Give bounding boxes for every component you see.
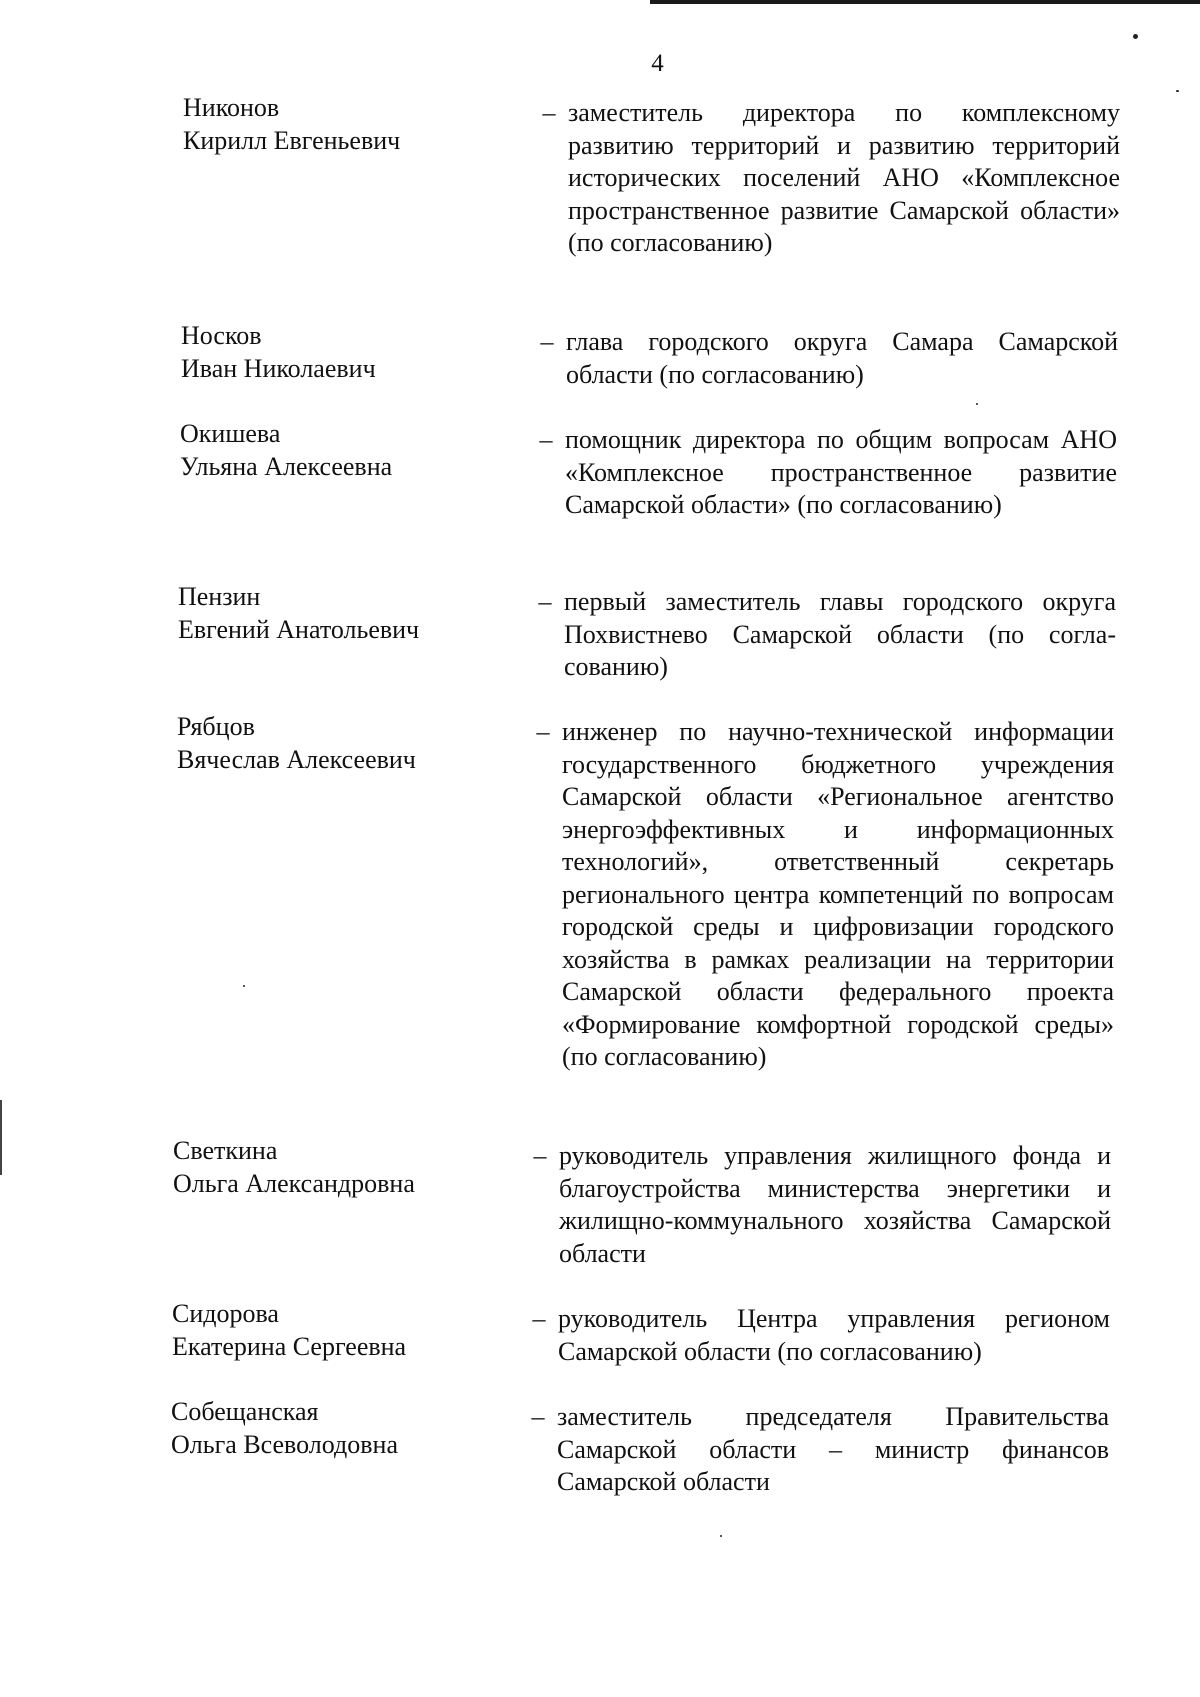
- scan-speck: [976, 403, 978, 405]
- scan-speck: [243, 985, 245, 987]
- member-surname: Собещанская: [171, 1397, 319, 1426]
- member-role: заместитель директора по комплексному развитию территорий и развитию территорий исторических поселений АНО «Комплексное пространственное развитие Самарской области» (по согласованию): [568, 98, 1120, 257]
- member-name: [173, 1135, 533, 1200]
- member-role: первый заместитель главы городского округа Похвистнево Самарской области (по согласованию): [564, 587, 1116, 681]
- member-name: [171, 1396, 531, 1461]
- member-name: [172, 1298, 532, 1363]
- list-dash: –: [538, 587, 552, 616]
- member-surname: Светкина: [173, 1136, 278, 1165]
- member-name: [178, 581, 538, 646]
- list-dash: –: [536, 717, 550, 746]
- member-given-names: Евгений Анатольевич: [178, 614, 420, 644]
- list-dash: –: [540, 327, 554, 356]
- list-dash: –: [532, 1304, 546, 1333]
- member-given-names: Ольга Александровна: [173, 1168, 415, 1198]
- member-surname: Никонов: [183, 93, 280, 122]
- member-given-names: Ульяна Алексеевна: [180, 451, 393, 481]
- page-number: 4: [651, 50, 664, 77]
- member-name: [177, 711, 537, 776]
- member-surname: Окишева: [180, 419, 281, 448]
- member-role: руководитель Центра управления регионом Самарской области (по согласованию): [558, 1304, 1110, 1366]
- scan-speck: [720, 1535, 722, 1537]
- scan-speck: [1176, 90, 1179, 92]
- scan-speck: [1133, 34, 1138, 39]
- member-role: инженер по научно-технической информации государственного бюджетного учреждения Самарской области «Региональное агентство энергоэффективных и информационных технологий», ответственный секретарь регионального центра компетенций по вопросам городской среды и цифровизации городского хозяйства в рамках реализации на территории Самарской области федерального проекта «Формирование комфортной городской среды» (по согласованию): [562, 717, 1114, 1071]
- list-dash: –: [533, 1141, 547, 1170]
- member-surname: Носков: [181, 321, 262, 350]
- member-name: [183, 92, 543, 157]
- list-dash: –: [531, 1402, 545, 1431]
- member-surname: Рябцов: [177, 712, 255, 741]
- member-name: [181, 320, 541, 385]
- member-surname: Пензин: [178, 582, 261, 611]
- member-surname: Сидорова: [172, 1299, 279, 1328]
- scan-top-border: [650, 0, 1200, 4]
- member-name: [180, 418, 540, 483]
- scan-left-margin-mark: [0, 1100, 2, 1175]
- list-dash: –: [539, 425, 553, 454]
- member-given-names: Екатерина Сергеевна: [172, 1331, 407, 1361]
- member-given-names: Кирилл Евгеньевич: [183, 125, 401, 155]
- member-role: заместитель председателя Правительства Самарской области – министр финансов Самарской области: [557, 1402, 1109, 1496]
- member-given-names: Ольга Всеволодовна: [171, 1429, 398, 1459]
- member-role: глава городского округа Самара Самарской области (по согласованию): [566, 327, 1118, 389]
- member-given-names: Иван Николаевич: [181, 353, 376, 383]
- member-role: руководитель управления жилищного фонда и благоустройства министерства энергетики и жилищно-коммунального хозяйства Самарской области: [559, 1141, 1111, 1268]
- list-dash: –: [542, 98, 556, 127]
- member-role: помощник директора по общим вопросам АНО «Комплексное пространственное развитие Самарской области» (по согласованию): [565, 425, 1117, 519]
- member-given-names: Вячеслав Алексеевич: [177, 744, 416, 774]
